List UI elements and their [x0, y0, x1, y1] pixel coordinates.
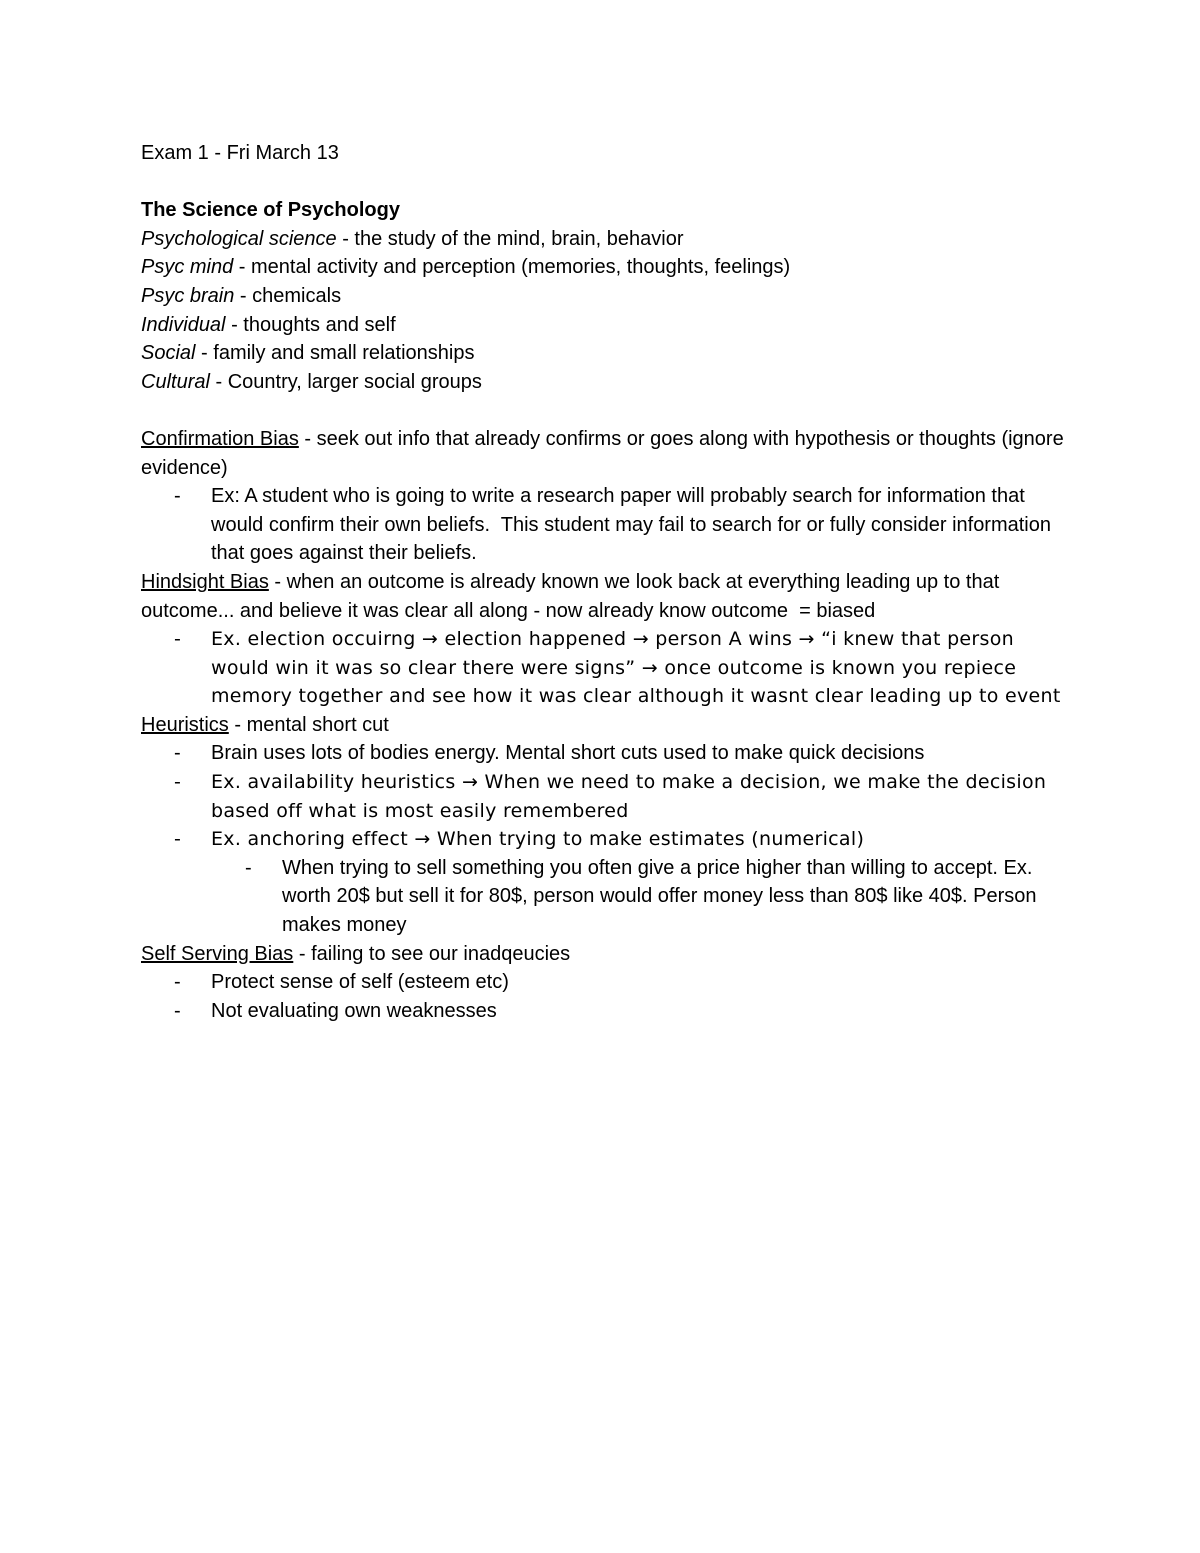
blank-line [141, 396, 1071, 425]
list-item [141, 997, 1071, 1026]
list-item-text: Brain uses lots of bodies energy. Mental short cuts used to make quick decisions [211, 742, 925, 765]
sub-list-item-text: When trying to sell something you often give a price higher than willing to accept. Ex. worth 20$ but sell it for 80$, person would offer money less than 80$ like 40$. Person makes money [282, 856, 1043, 937]
definition-term: Individual [141, 313, 226, 336]
list-item-text: Ex. availability heuristics → When we need to make a decision, we make the decision based off what is most easily remembered [211, 771, 1053, 822]
self-serving-bias-text: - failing to see our inadqeucies [293, 942, 571, 965]
list-item [141, 739, 1071, 768]
section-title: The Science of Psychology [141, 199, 400, 222]
list-item-text: Ex. anchoring effect → When trying to make estimates (numerical) [211, 828, 865, 851]
list-item [141, 968, 1071, 997]
definition-text: - mental activity and perception (memories, thoughts, feelings) [233, 256, 791, 279]
heuristics-text: - mental short cut [228, 713, 389, 736]
definition-line [141, 339, 1071, 368]
self-serving-bias-definition [141, 940, 1071, 969]
list-item [141, 768, 1071, 825]
heuristics-definition [141, 711, 1071, 740]
definition-text: - family and small relationships [195, 342, 475, 365]
definition-line [141, 282, 1071, 311]
bullet-dash: - [245, 856, 252, 879]
sub-list-item [141, 854, 1071, 940]
definition-line [141, 225, 1071, 254]
list-item [141, 825, 1071, 854]
definition-text: - the study of the mind, brain, behavior [336, 227, 684, 250]
definition-term: Psychological science [141, 227, 337, 250]
definition-line [141, 311, 1071, 340]
bullet-dash: - [174, 971, 181, 994]
hindsight-bias-text: - when an outcome is already known we look back at everything leading up to that outcome... and believe it was clear all along - now already know outcome = biased [141, 570, 1005, 622]
confirmation-bias-term: Confirmation Bias [141, 427, 299, 450]
list-item-text: Protect sense of self (esteem etc) [211, 971, 509, 994]
list-item [141, 482, 1071, 568]
document-page [141, 139, 1071, 1025]
bullet-dash: - [174, 485, 181, 508]
bullet-dash: - [174, 742, 181, 765]
list-item-text: Not evaluating own weaknesses [211, 999, 497, 1022]
bullet-dash: - [174, 999, 181, 1022]
definition-text: - Country, larger social groups [209, 370, 482, 393]
definition-text: - chemicals [234, 284, 342, 307]
definition-line [141, 368, 1071, 397]
bullet-dash: - [174, 628, 182, 651]
list-item-text: Ex: A student who is going to write a research paper will probably search for information that would confirm their own beliefs. This student may fail to search for or fully consider information that goes against their beliefs. [211, 485, 1057, 565]
definition-text: - thoughts and self [225, 313, 396, 336]
blank-line [141, 168, 1071, 197]
hindsight-bias-definition [141, 568, 1071, 625]
list-item-text: Ex. election occuirng → election happened → person A wins → “i knew that person would win it was so clear there were signs” → once outcome is known you repiece memory together and see how it was clear although it wasnt clear leading up to event [211, 628, 1061, 708]
heuristics-term: Heuristics [141, 713, 229, 736]
exam-header: Exam 1 - Fri March 13 [141, 142, 339, 164]
list-item [141, 625, 1071, 711]
definition-line [141, 253, 1071, 282]
definition-term: Social [141, 342, 196, 365]
self-serving-bias-term: Self Serving Bias [141, 942, 294, 965]
definition-term: Cultural [141, 370, 210, 393]
definition-term: Psyc mind [141, 256, 234, 279]
bullet-dash: - [174, 771, 182, 794]
confirmation-bias-text: - seek out info that already confirms or goes along with hypothesis or thoughts (ignore evidence) [141, 427, 1070, 479]
hindsight-bias-term: Hindsight Bias [141, 570, 269, 593]
bullet-dash: - [174, 828, 182, 851]
definition-term: Psyc brain [141, 284, 235, 307]
confirmation-bias-definition [141, 425, 1071, 482]
